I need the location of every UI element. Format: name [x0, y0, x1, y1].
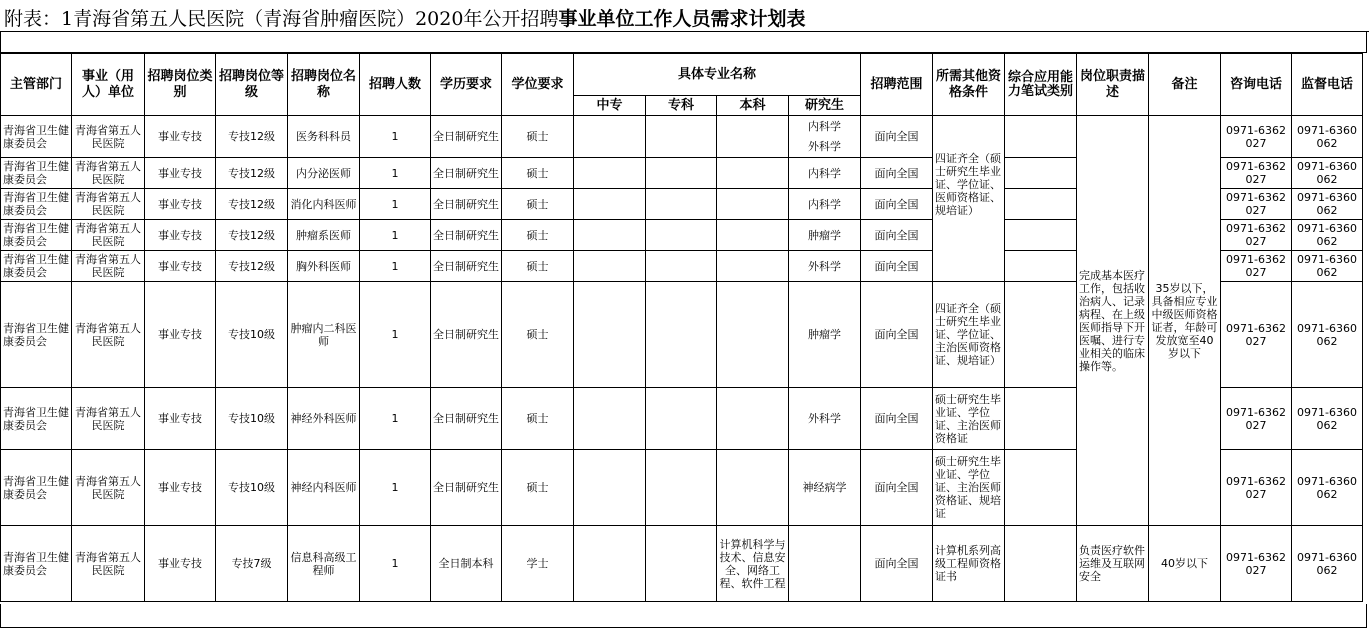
cell-phone: 0971-6362027	[1221, 282, 1292, 388]
cell-duty: 负责医疗软件运维及互联网安全	[1077, 526, 1149, 602]
cell-level: 专技10级	[216, 388, 288, 450]
cell-degree: 硕士	[502, 282, 574, 388]
cell-exam	[1005, 220, 1077, 251]
table-title	[4, 4, 805, 31]
cell-phone: 0971-6362027	[1221, 251, 1292, 282]
cell-yjs: 外科学	[789, 388, 861, 450]
cell-exam	[1005, 282, 1077, 388]
cell-edu: 全日制研究生	[431, 388, 502, 450]
cell-exam	[1005, 450, 1077, 526]
cell-unit: 青海省第五人民医院	[72, 450, 145, 526]
cell-bk	[717, 450, 789, 526]
cell-degree: 硕士	[502, 116, 574, 158]
cell-bk	[717, 189, 789, 220]
cell-count: 1	[360, 220, 431, 251]
cell-yjs: 内科学	[789, 158, 861, 189]
cell-zz	[574, 189, 646, 220]
cell-dept: 青海省卫生健康委员会	[1, 220, 72, 251]
cell-zz	[574, 220, 646, 251]
cell-count: 1	[360, 189, 431, 220]
cell-edu: 全日制研究生	[431, 116, 502, 158]
cell-edu: 全日制研究生	[431, 220, 502, 251]
header-duty: 岗位职责描述	[1077, 54, 1149, 116]
header-major-zz: 中专	[574, 96, 646, 116]
cell-other-merged: 四证齐全（硕士研究生毕业证、学位证、医师资格证、规培证）	[933, 116, 1005, 282]
cell-type: 事业专技	[145, 526, 216, 602]
cell-yjs: 肿瘤学	[789, 282, 861, 388]
cell-unit: 青海省第五人民医院	[72, 158, 145, 189]
cell-zk	[646, 388, 717, 450]
cell-remark-merged: 35岁以下，具备相应专业中级医师资格证者，年龄可发放宽至40岁以下	[1149, 116, 1221, 526]
cell-unit: 青海省第五人民医院	[72, 116, 145, 158]
cell-exam	[1005, 189, 1077, 220]
header-remark: 备注	[1149, 54, 1221, 116]
cell-yjs: 肿瘤学	[789, 220, 861, 251]
cell-scope: 面向全国	[861, 220, 933, 251]
cell-name: 神经内科医师	[288, 450, 360, 526]
cell-other: 计算机系列高级工程师资格证书	[933, 526, 1005, 602]
cell-name: 神经外科医师	[288, 388, 360, 450]
cell-phone: 0971-6362027	[1221, 189, 1292, 220]
cell-scope: 面向全国	[861, 526, 933, 602]
cell-bk	[717, 116, 789, 158]
cell-phone: 0971-6362027	[1221, 450, 1292, 526]
cell-phone: 0971-6362027	[1221, 220, 1292, 251]
cell-zk	[646, 116, 717, 158]
cell-count: 1	[360, 158, 431, 189]
cell-scope: 面向全国	[861, 158, 933, 189]
cell-scope: 面向全国	[861, 189, 933, 220]
cell-supervise: 0971-6360062	[1292, 251, 1363, 282]
cell-yjs	[789, 116, 861, 158]
cell-zk	[646, 189, 717, 220]
cell-unit: 青海省第五人民医院	[72, 189, 145, 220]
cell-name: 消化内科医师	[288, 189, 360, 220]
blank-footer-row	[0, 604, 1367, 628]
header-post-name: 招聘岗位名称	[288, 54, 360, 116]
cell-bk: 计算机科学与技术、信息安全、网络工程、软件工程	[717, 526, 789, 602]
title-bold: 事业单位工作人员需求计划表	[558, 8, 806, 30]
cell-yjs-2: 外科学	[808, 139, 841, 153]
cell-bk	[717, 251, 789, 282]
cell-dept: 青海省卫生健康委员会	[1, 450, 72, 526]
cell-zz	[574, 116, 646, 158]
cell-type: 事业专技	[145, 450, 216, 526]
header-supervise: 监督电话	[1292, 54, 1363, 116]
cell-degree: 硕士	[502, 251, 574, 282]
cell-level: 专技7级	[216, 526, 288, 602]
cell-scope: 面向全国	[861, 450, 933, 526]
table-row	[1, 116, 1363, 158]
cell-dept: 青海省卫生健康委员会	[1, 388, 72, 450]
cell-level: 专技12级	[216, 116, 288, 158]
cell-supervise: 0971-6360062	[1292, 388, 1363, 450]
cell-name: 医务科科员	[288, 116, 360, 158]
cell-zz	[574, 388, 646, 450]
cell-level: 专技10级	[216, 450, 288, 526]
cell-supervise: 0971-6360062	[1292, 116, 1363, 158]
cell-phone: 0971-6362027	[1221, 388, 1292, 450]
cell-type: 事业专技	[145, 251, 216, 282]
cell-supervise: 0971-6360062	[1292, 450, 1363, 526]
cell-unit: 青海省第五人民医院	[72, 282, 145, 388]
cell-phone: 0971-6362027	[1221, 158, 1292, 189]
header-post-type: 招聘岗位类别	[145, 54, 216, 116]
cell-degree: 硕士	[502, 220, 574, 251]
cell-scope: 面向全国	[861, 388, 933, 450]
cell-type: 事业专技	[145, 282, 216, 388]
cell-name: 内分泌医师	[288, 158, 360, 189]
cell-level: 专技12级	[216, 251, 288, 282]
cell-yjs-1: 内科学	[808, 119, 841, 133]
cell-supervise: 0971-6360062	[1292, 220, 1363, 251]
cell-zk	[646, 251, 717, 282]
header-major-bk: 本科	[717, 96, 789, 116]
cell-yjs	[789, 526, 861, 602]
cell-level: 专技12级	[216, 158, 288, 189]
header-post-level: 招聘岗位等级	[216, 54, 288, 116]
cell-duty-merged: 完成基本医疗工作，包括收治病人、记录病程、在上级医师指导下开医嘱、进行专业相关的临床操作等。	[1077, 116, 1149, 526]
cell-scope: 面向全国	[861, 116, 933, 158]
header-other: 所需其他资格条件	[933, 54, 1005, 116]
header-major-zk: 专科	[646, 96, 717, 116]
cell-level: 专技10级	[216, 282, 288, 388]
cell-dept: 青海省卫生健康委员会	[1, 189, 72, 220]
cell-name: 信息科高级工程师	[288, 526, 360, 602]
cell-level: 专技12级	[216, 189, 288, 220]
cell-count: 1	[360, 450, 431, 526]
cell-count: 1	[360, 282, 431, 388]
blank-row	[0, 32, 1367, 53]
cell-degree: 硕士	[502, 158, 574, 189]
cell-type: 事业专技	[145, 189, 216, 220]
cell-zz	[574, 282, 646, 388]
header-dept: 主管部门	[1, 54, 72, 116]
cell-edu: 全日制研究生	[431, 251, 502, 282]
cell-yjs: 内科学	[789, 189, 861, 220]
cell-count: 1	[360, 116, 431, 158]
cell-supervise: 0971-6360062	[1292, 526, 1363, 602]
header-exam: 综合应用能力笔试类别	[1005, 54, 1077, 116]
cell-exam	[1005, 251, 1077, 282]
cell-name: 胸外科医师	[288, 251, 360, 282]
cell-yjs: 外科学	[789, 251, 861, 282]
header-edu: 学历要求	[431, 54, 502, 116]
cell-edu: 全日制研究生	[431, 189, 502, 220]
cell-unit: 青海省第五人民医院	[72, 251, 145, 282]
cell-count: 1	[360, 526, 431, 602]
header-major-yjs: 研究生	[789, 96, 861, 116]
cell-supervise: 0971-6360062	[1292, 282, 1363, 388]
header-phone: 咨询电话	[1221, 54, 1292, 116]
cell-edu: 全日制本科	[431, 526, 502, 602]
cell-unit: 青海省第五人民医院	[72, 526, 145, 602]
cell-exam	[1005, 116, 1077, 158]
cell-phone: 0971-6362027	[1221, 526, 1292, 602]
cell-degree: 硕士	[502, 450, 574, 526]
cell-remark: 40岁以下	[1149, 526, 1221, 602]
cell-degree: 硕士	[502, 388, 574, 450]
cell-other: 硕士研究生毕业证、学位证、主治医师资格证	[933, 388, 1005, 450]
cell-zz	[574, 251, 646, 282]
cell-exam	[1005, 526, 1077, 602]
cell-zk	[646, 450, 717, 526]
header-count: 招聘人数	[360, 54, 431, 116]
cell-name: 肿瘤系医师	[288, 220, 360, 251]
cell-exam	[1005, 158, 1077, 189]
cell-edu: 全日制研究生	[431, 282, 502, 388]
cell-level: 专技12级	[216, 220, 288, 251]
cell-unit: 青海省第五人民医院	[72, 220, 145, 251]
cell-exam	[1005, 388, 1077, 450]
recruitment-table	[0, 53, 1363, 602]
cell-dept: 青海省卫生健康委员会	[1, 526, 72, 602]
cell-bk	[717, 388, 789, 450]
cell-type: 事业专技	[145, 116, 216, 158]
cell-dept: 青海省卫生健康委员会	[1, 282, 72, 388]
cell-count: 1	[360, 388, 431, 450]
cell-zk	[646, 282, 717, 388]
cell-bk	[717, 158, 789, 189]
cell-phone: 0971-6362027	[1221, 116, 1292, 158]
cell-other: 四证齐全（硕士研究生毕业证、学位证、主治医师资格证、规培证）	[933, 282, 1005, 388]
cell-scope: 面向全国	[861, 282, 933, 388]
cell-unit: 青海省第五人民医院	[72, 388, 145, 450]
table-row	[1, 526, 1363, 602]
header-degree: 学位要求	[502, 54, 574, 116]
cell-edu: 全日制研究生	[431, 158, 502, 189]
cell-other: 硕士研究生毕业证、学位证、主治医师资格证、规培证	[933, 450, 1005, 526]
cell-zz	[574, 526, 646, 602]
cell-bk	[717, 220, 789, 251]
cell-yjs: 神经病学	[789, 450, 861, 526]
cell-dept: 青海省卫生健康委员会	[1, 158, 72, 189]
header-major: 具体专业名称	[574, 54, 861, 96]
header-unit: 事业（用人）单位	[72, 54, 145, 116]
cell-name: 肿瘤内二科医师	[288, 282, 360, 388]
cell-zz	[574, 158, 646, 189]
cell-dept: 青海省卫生健康委员会	[1, 251, 72, 282]
cell-zk	[646, 158, 717, 189]
cell-type: 事业专技	[145, 158, 216, 189]
cell-scope: 面向全国	[861, 251, 933, 282]
cell-zk	[646, 220, 717, 251]
cell-type: 事业专技	[145, 220, 216, 251]
cell-edu: 全日制研究生	[431, 450, 502, 526]
cell-supervise: 0971-6360062	[1292, 189, 1363, 220]
cell-zk	[646, 526, 717, 602]
cell-degree: 硕士	[502, 189, 574, 220]
cell-zz	[574, 450, 646, 526]
title-prefix: 附表：1青海省第五人民医院（青海省肿瘤医院）2020年公开招聘	[4, 8, 559, 30]
cell-dept: 青海省卫生健康委员会	[1, 116, 72, 158]
cell-degree: 学士	[502, 526, 574, 602]
cell-supervise: 0971-6360062	[1292, 158, 1363, 189]
cell-count: 1	[360, 251, 431, 282]
table-title-bar	[0, 0, 1369, 32]
cell-bk	[717, 282, 789, 388]
cell-type: 事业专技	[145, 388, 216, 450]
header-scope: 招聘范围	[861, 54, 933, 116]
